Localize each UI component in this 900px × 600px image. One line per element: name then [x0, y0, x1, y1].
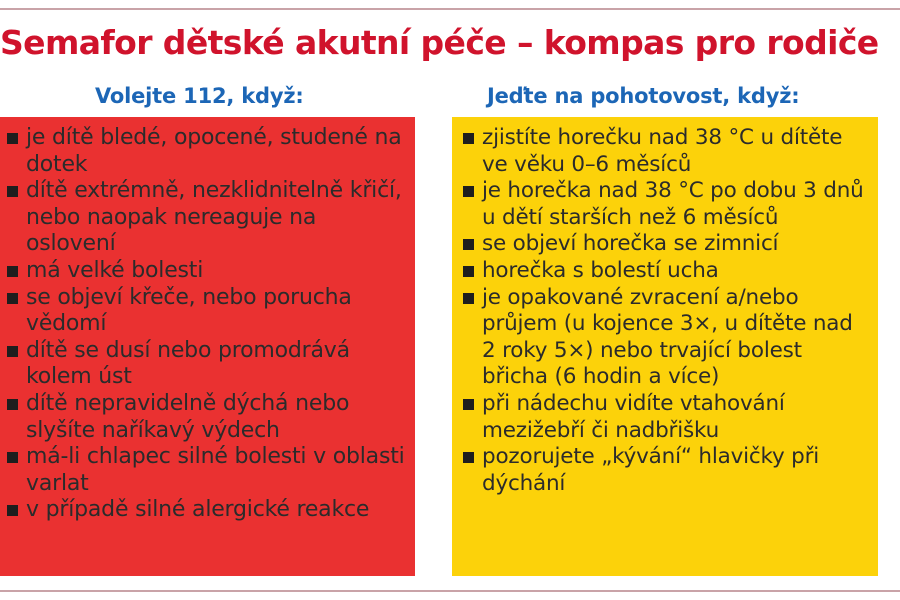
list-item-text: má-li chlapec silné bolesti v oblasti varlat [26, 444, 405, 496]
emergency-room-list [460, 125, 872, 497]
list-item [4, 338, 409, 391]
left-column-heading: Volejte 112, když: [95, 84, 304, 108]
list-item [4, 125, 409, 178]
list-item-text: je dítě bledé, opocené, studené na dotek [26, 125, 402, 177]
square-bullet-icon [7, 186, 18, 197]
square-bullet-icon [7, 266, 18, 277]
list-item [460, 178, 872, 231]
list-item-text: při nádechu vidíte vtahování mezižebří či nadbřišku [482, 390, 785, 443]
square-bullet-icon [463, 266, 474, 277]
list-item [4, 391, 409, 444]
list-item [460, 125, 872, 178]
list-item [460, 258, 872, 285]
list-item [4, 178, 409, 258]
square-bullet-icon [463, 452, 474, 463]
top-divider [0, 8, 900, 10]
bottom-divider [0, 590, 900, 592]
square-bullet-icon [7, 452, 18, 463]
square-bullet-icon [463, 239, 474, 250]
list-item-text: v případě silné alergické reakce [26, 497, 370, 523]
square-bullet-icon [7, 133, 18, 144]
list-item [460, 444, 872, 497]
list-item [4, 497, 409, 524]
list-item-text: se objeví křeče, nebo porucha vědomí [26, 284, 352, 337]
square-bullet-icon [7, 399, 18, 410]
square-bullet-icon [463, 186, 474, 197]
square-bullet-icon [7, 293, 18, 304]
list-item-text: je opakované zvracení a/nebo průjem (u kojence 3×, u dítěte nad 2 roky 5×) nebo trvající bolest břicha (6 hodin a více) [482, 284, 853, 390]
right-column-heading: Jeďte na pohotovost, když: [487, 84, 800, 108]
square-bullet-icon [463, 399, 474, 410]
call-112-panel [0, 117, 415, 576]
square-bullet-icon [463, 293, 474, 304]
list-item [4, 285, 409, 338]
list-item-text: dítě extrémně, nezklidnitelně křičí, nebo naopak nereaguje na oslovení [26, 178, 402, 257]
square-bullet-icon [463, 133, 474, 144]
list-item [460, 285, 872, 391]
list-item-text: zjistíte horečku nad 38 °C u dítěte ve věku 0–6 měsíců [482, 125, 843, 177]
square-bullet-icon [7, 505, 18, 516]
list-item-text: dítě nepravidelně dýchá nebo slyšíte naříkavý výdech [26, 390, 350, 443]
list-item-text: dítě se dusí nebo promodrává kolem úst [26, 337, 350, 390]
list-item [460, 231, 872, 258]
list-item [4, 258, 409, 285]
list-item-text: horečka s bolestí ucha [482, 257, 719, 283]
list-item-text: se objeví horečka se zimnicí [482, 231, 779, 257]
emergency-room-panel [452, 117, 878, 576]
list-item [4, 444, 409, 497]
list-item-text: má velké bolesti [26, 257, 204, 283]
call-112-list [4, 125, 409, 524]
page-title: Semafor dětské akutní péče – kompas pro rodiče [0, 23, 879, 62]
list-item-text: pozorujete „kývání“ hlavičky při dýchání [482, 444, 820, 496]
list-item [460, 391, 872, 444]
list-item-text: je horečka nad 38 °C po dobu 3 dnů u dětí starších než 6 měsíců [482, 178, 864, 230]
square-bullet-icon [7, 346, 18, 357]
